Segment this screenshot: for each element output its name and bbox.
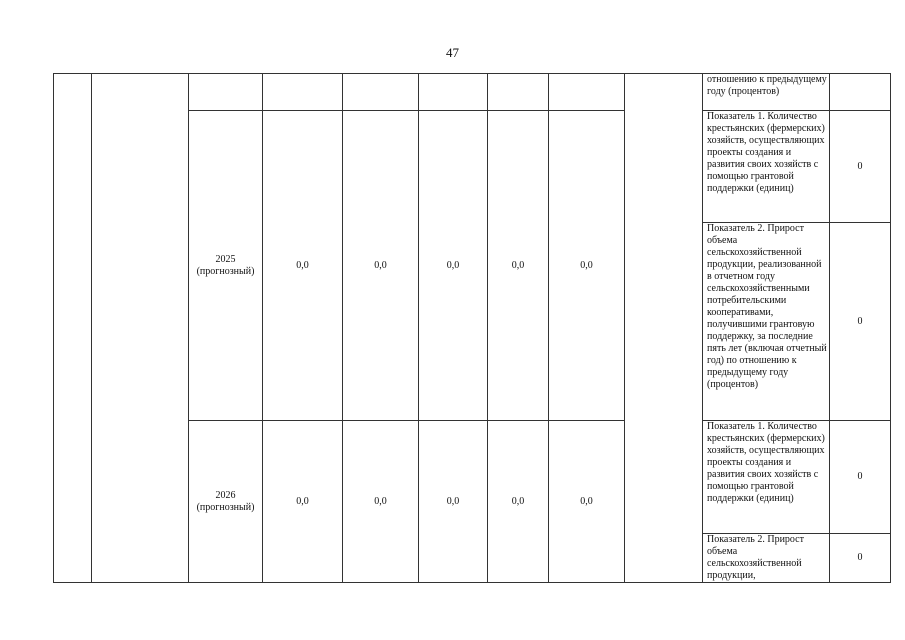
value-cell: 0,0 — [549, 111, 625, 421]
value-cell — [343, 74, 419, 111]
value-cell: 0,0 — [263, 421, 343, 583]
value-cell — [488, 74, 549, 111]
value-cell: 0,0 — [263, 111, 343, 421]
year-cell — [189, 74, 263, 111]
executor-cell — [625, 74, 703, 583]
value-cell: 0,0 — [419, 421, 488, 583]
year-note: (прогнозный) — [196, 265, 255, 277]
indicator-value-cell — [830, 74, 891, 111]
value-cell — [419, 74, 488, 111]
event-name-cell — [92, 74, 189, 583]
value-cell: 0,0 — [343, 111, 419, 421]
year-label: 2026 — [215, 489, 236, 501]
value-cell: 0,0 — [488, 111, 549, 421]
indicator-cell: Показатель 2. Прирост объема сельскохозяйственной продукции, реализованной в отчетном году сельскохозяйственными потребительскими кооперативами, получившими грантовую поддержку, за последние пять лет (включая отчетный год) по отношению к предыдущему году (процентов) — [703, 223, 830, 421]
value-cell — [549, 74, 625, 111]
page-number: 47 — [446, 45, 459, 60]
indicator-value-cell: 0 — [830, 421, 891, 534]
value-cell: 0,0 — [343, 421, 419, 583]
indicator-cell: Показатель 2. Прирост объема сельскохозяйственной продукции, — [703, 534, 830, 583]
table-row — [54, 74, 891, 111]
year-cell — [189, 111, 263, 421]
indicator-cell: отношению к предыдущему году (процентов) — [703, 74, 830, 111]
value-cell — [263, 74, 343, 111]
value-cell: 0,0 — [488, 421, 549, 583]
budget-table — [53, 73, 891, 583]
value-cell: 0,0 — [419, 111, 488, 421]
indicator-value-cell: 0 — [830, 111, 891, 223]
indicator-value-cell: 0 — [830, 223, 891, 421]
year-label: 2025 — [215, 253, 236, 265]
indicator-cell: Показатель 1. Количество крестьянских (фермерских) хозяйств, осуществляющих проекты создания и развития своих хозяйств с помощью грантовой поддержки (единиц) — [703, 421, 830, 534]
indicator-value-cell: 0 — [830, 534, 891, 583]
indicator-cell: Показатель 1. Количество крестьянских (фермерских) хозяйств, осуществляющих проекты создания и развития своих хозяйств с помощью грантовой поддержки (единиц) — [703, 111, 830, 223]
value-cell: 0,0 — [549, 421, 625, 583]
year-note: (прогнозный) — [196, 501, 255, 513]
year-cell — [189, 421, 263, 583]
number-cell — [54, 74, 92, 583]
